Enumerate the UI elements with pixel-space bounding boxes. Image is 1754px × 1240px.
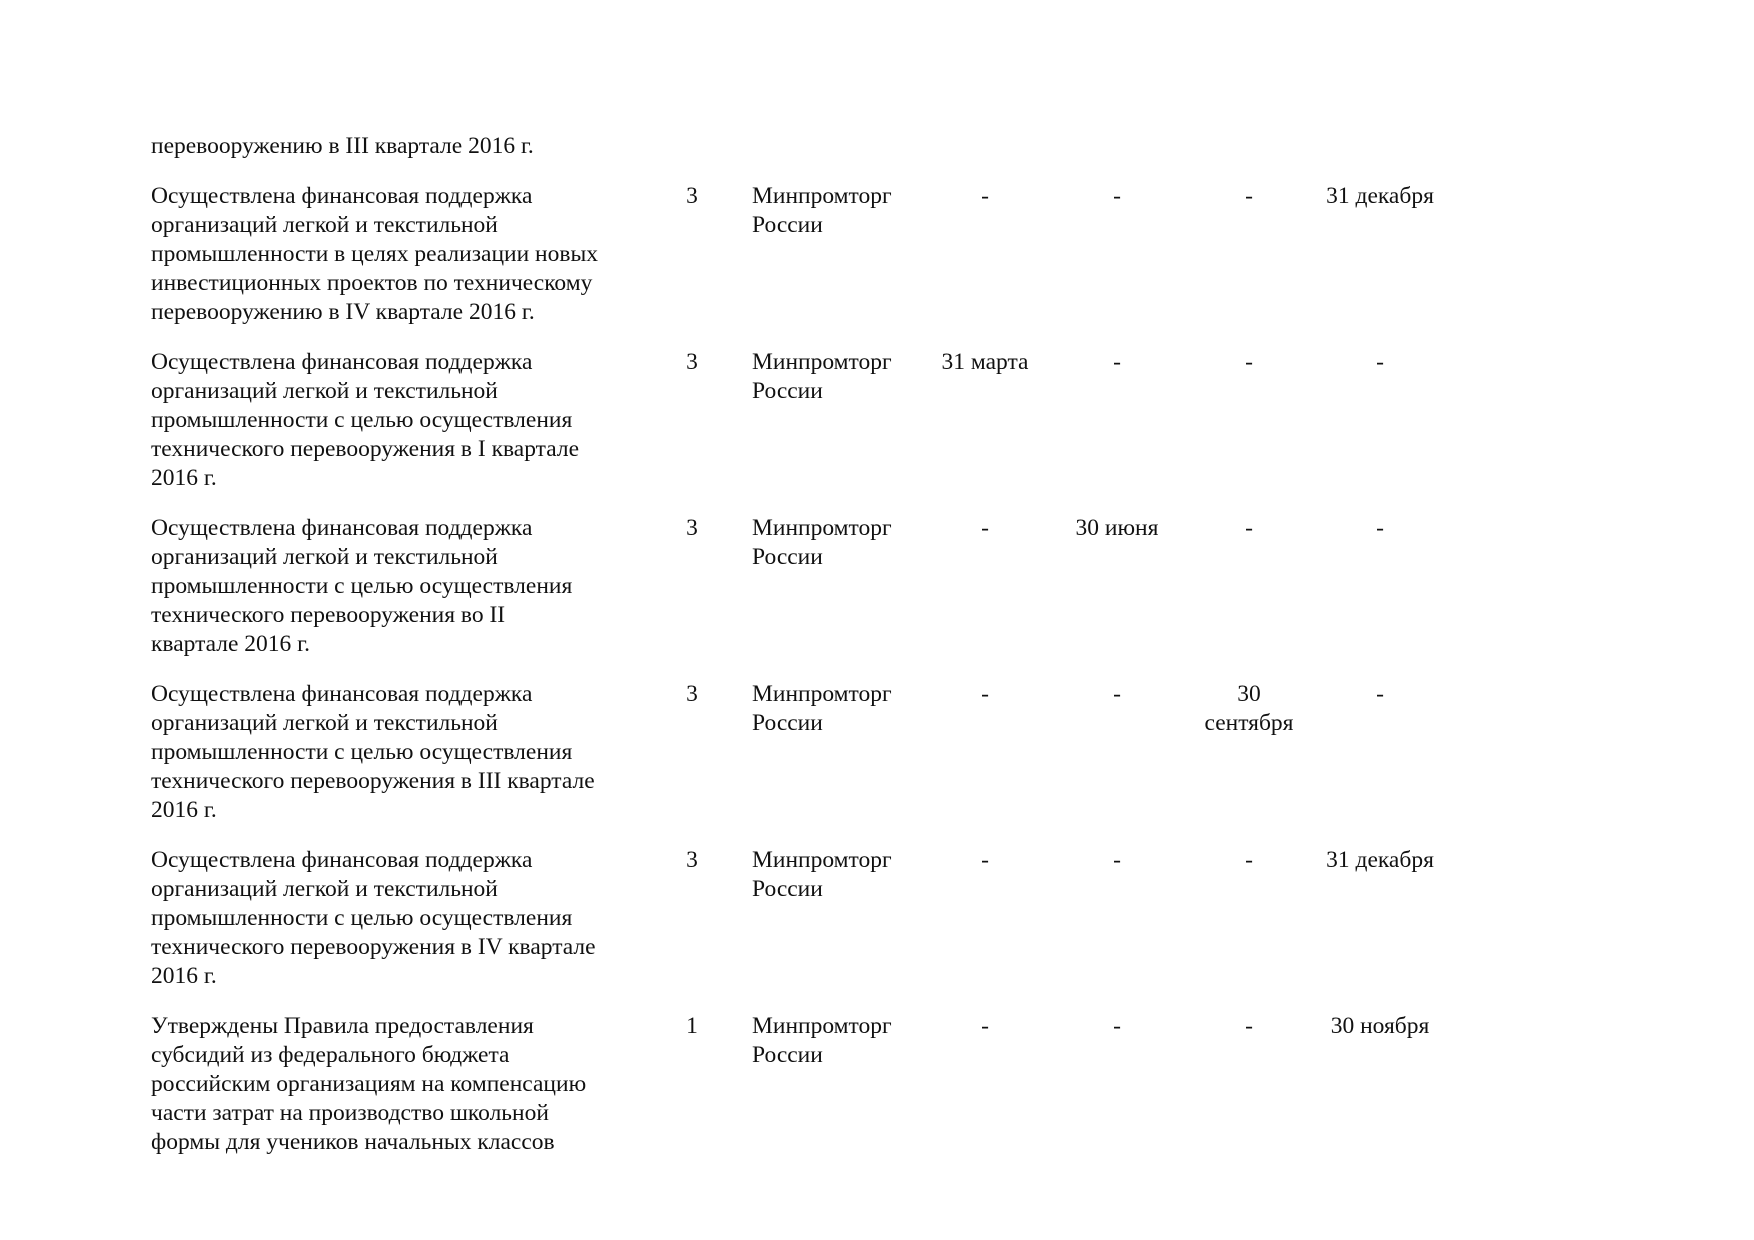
agency-line: Минпромторг [752, 183, 892, 209]
description-line: перевооружению в IV квартале 2016 г. [151, 299, 535, 325]
deadline-text: - [1245, 515, 1253, 541]
quarter-1-deadline [910, 514, 1060, 543]
row-description [151, 1012, 641, 1157]
row-number: 3 [686, 515, 698, 541]
deadline-text: 30 ноября [1330, 1013, 1430, 1039]
description-line: промышленности с целью осуществления [151, 573, 573, 599]
quarter-1-deadline [910, 348, 1060, 377]
description-line: части затрат на производство школьной [151, 1100, 549, 1126]
row-number: 3 [686, 183, 698, 209]
row-number: 3 [686, 847, 698, 873]
agency-line: России [752, 212, 823, 238]
description-line: организаций легкой и текстильной [151, 876, 498, 902]
deadline-text: - [1245, 1013, 1253, 1039]
quarter-4-deadline [1300, 348, 1460, 377]
quarter-1-deadline [910, 1012, 1060, 1041]
deadline-text: - [1113, 847, 1121, 873]
quarter-1-deadline [910, 846, 1060, 875]
row-description [151, 846, 641, 991]
description-line: организаций легкой и текстильной [151, 544, 498, 570]
deadline-text: сентября [1204, 710, 1294, 736]
description-line: промышленности с целью осуществления [151, 739, 573, 765]
deadline-text: - [981, 515, 989, 541]
row-number: 3 [686, 349, 698, 375]
agency-line: России [752, 1042, 823, 1068]
quarter-4-deadline [1300, 514, 1460, 543]
description-line: инвестиционных проектов по техническому [151, 270, 593, 296]
agency-line: России [752, 544, 823, 570]
description-line: формы для учеников начальных классов [151, 1129, 555, 1155]
row-description [151, 348, 641, 493]
responsible-agency [752, 514, 922, 572]
agency-line: Минпромторг [752, 1013, 892, 1039]
description-line: технического перевооружения в III квартале [151, 768, 595, 794]
carry-over-line: перевооружению в III квартале 2016 г. [151, 133, 534, 159]
deadline-text: - [1113, 1013, 1121, 1039]
quarter-2-deadline [1042, 348, 1192, 377]
deadline-text: 31 декабря [1326, 847, 1434, 873]
deadline-text: - [981, 1013, 989, 1039]
quarter-4-deadline [1300, 1012, 1460, 1041]
deadline-text: - [1376, 515, 1384, 541]
deadline-text: - [1113, 681, 1121, 707]
description-line: организаций легкой и текстильной [151, 710, 498, 736]
responsible-agency [752, 680, 922, 738]
description-line: субсидий из федерального бюджета [151, 1042, 510, 1068]
deadline-text: - [1376, 681, 1384, 707]
description-line: технического перевооружения в I квартале [151, 436, 580, 462]
description-line: Осуществлена финансовая поддержка [151, 847, 533, 873]
description-line: технического перевооружения в IV квартале [151, 934, 596, 960]
deadline-text: - [1245, 349, 1253, 375]
agency-line: Минпромторг [752, 847, 892, 873]
deadline-text: - [1113, 349, 1121, 375]
description-line: Утверждены Правила предоставления [151, 1013, 534, 1039]
deadline-text: 31 декабря [1326, 183, 1434, 209]
description-line: организаций легкой и текстильной [151, 378, 498, 404]
row-number: 1 [686, 1013, 698, 1039]
description-line: 2016 г. [151, 797, 217, 823]
description-line: Осуществлена финансовая поддержка [151, 681, 533, 707]
quarter-1-deadline [910, 182, 1060, 211]
responsible-agency [752, 1012, 922, 1070]
description-line: российским организациям на компенсацию [151, 1071, 587, 1097]
description-line: 2016 г. [151, 963, 217, 989]
agency-line: России [752, 710, 823, 736]
agency-line: Минпромторг [752, 681, 892, 707]
deadline-text: 31 марта [941, 349, 1029, 375]
quarter-2-deadline [1042, 1012, 1192, 1041]
row-number: 3 [686, 681, 698, 707]
deadline-text: - [1113, 183, 1121, 209]
description-line: промышленности с целью осуществления [151, 407, 573, 433]
description-line: промышленности в целях реализации новых [151, 241, 599, 267]
deadline-text: 30 [1237, 681, 1261, 707]
quarter-2-deadline [1042, 514, 1192, 543]
description-line: организаций легкой и текстильной [151, 212, 498, 238]
agency-line: России [752, 378, 823, 404]
quarter-4-deadline [1300, 182, 1460, 211]
quarter-2-deadline [1042, 182, 1192, 211]
quarter-2-deadline [1042, 846, 1192, 875]
deadline-text: - [1245, 847, 1253, 873]
description-line: технического перевооружения во II [151, 602, 506, 628]
deadline-text: 30 июня [1075, 515, 1159, 541]
quarter-4-deadline [1300, 846, 1460, 875]
agency-line: Минпромторг [752, 515, 892, 541]
quarter-1-deadline [910, 680, 1060, 709]
deadline-text: - [981, 847, 989, 873]
description-line: квартале 2016 г. [151, 631, 311, 657]
deadline-text: - [981, 681, 989, 707]
description-line: Осуществлена финансовая поддержка [151, 349, 533, 375]
row-description [151, 182, 641, 327]
agency-line: Минпромторг [752, 349, 892, 375]
row-description [151, 514, 641, 659]
quarter-2-deadline [1042, 680, 1192, 709]
responsible-agency [752, 348, 922, 406]
deadline-text: - [1376, 349, 1384, 375]
deadline-text: - [1245, 183, 1253, 209]
description-line: 2016 г. [151, 465, 217, 491]
responsible-agency [752, 846, 922, 904]
description-line: Осуществлена финансовая поддержка [151, 515, 533, 541]
deadline-text: - [981, 183, 989, 209]
quarter-4-deadline [1300, 680, 1460, 709]
agency-line: России [752, 876, 823, 902]
responsible-agency [752, 182, 922, 240]
description-line: Осуществлена финансовая поддержка [151, 183, 533, 209]
description-line: промышленности с целью осуществления [151, 905, 573, 931]
row-description [151, 680, 641, 825]
